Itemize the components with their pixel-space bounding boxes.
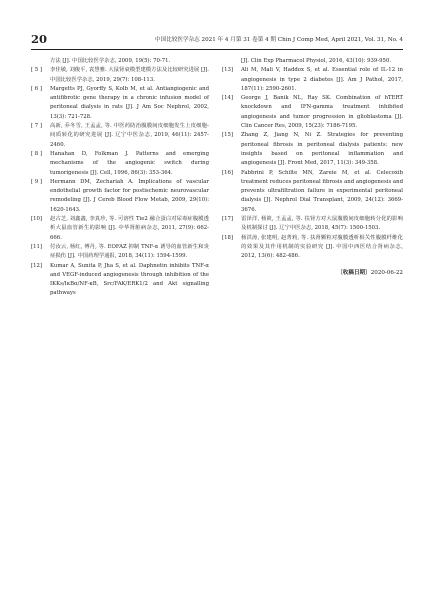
reference-text: 高新, 乔冬雪, 王孟孟, 等. 中医药防治腹膜间皮细胞发生上皮细胞-间质转化的研究进展 [J]. 辽宁中医杂志, 2019, 46(11): 2457-2460. [50, 123, 209, 148]
reference-item [31, 262, 209, 299]
reference-item [31, 122, 209, 150]
reference-item [31, 150, 209, 178]
reference-text: Hermann DM, Zechariah A. Implications of vascular endothelial growth factor for postischemic neurovascular remodeling [J]. J Cereb Blood Flow Metab, 2009, 29(10): 1620-1643. [50, 178, 209, 213]
reference-text: Hanahan D, Folkman J. Patterns and emerging mechanisms of the angiogenic switch during tumorigenesis [J]. Cell, 1996, 86(3): 353-364. [50, 150, 209, 176]
reference-number: [ 8 ] [31, 150, 42, 157]
reference-number: [10] [31, 216, 42, 223]
reference-item [222, 234, 403, 262]
reference-number: [18] [222, 234, 233, 241]
reference-text: 雷泽洋, 杨筱, 王孟孟, 等. 扶肾方对大鼠腹膜间皮细胞转分化的影响及机制探讨 [J]. 辽宁中医杂志, 2018, 45(7): 1500-1503. [241, 216, 403, 232]
reference-text: 赵古芝, 刘鑫鑫, 李真珍, 等. 可溶性 Tie2 融合蛋白对尿毒症腹膜透析大鼠血管新生的影响 [J]. 中华肾脏病杂志, 2011, 27(9): 662-666. [50, 216, 209, 241]
references-left-column [31, 57, 209, 299]
page-number: 20 [31, 32, 48, 46]
reference-list-left [31, 66, 209, 298]
header-rule [31, 49, 403, 50]
received-date [222, 269, 403, 278]
reference-item [222, 215, 403, 234]
reference-number: [15] [222, 132, 233, 139]
reference-number: [12] [31, 262, 42, 269]
reference-number: [13] [222, 67, 233, 74]
reference-text: 李佳敏, 刘俊平, 袁慧雅. 大鼠肾衰模型建模方法及比较研究进展 [J]. 中国比较医学杂志, 2019, 29(7): 108-113. [50, 67, 209, 83]
reference-item [222, 169, 403, 215]
reference-number: [17] [222, 216, 233, 223]
reference-number: [ 5 ] [31, 67, 42, 74]
reference-item [31, 178, 209, 215]
reference-item [31, 243, 209, 262]
reference-number: [ 7 ] [31, 123, 42, 130]
reference-item [31, 215, 209, 243]
reference-number: [14] [222, 95, 233, 102]
received-date-label: 〔收稿日期〕 [337, 269, 371, 276]
reference-number: [11] [31, 243, 42, 250]
references-right-column [222, 57, 403, 278]
reference-text: Kumar A, Sunita P, Jha S, et al. Daphnetin inhibits TNF-α and VEGF-induced angiogenesis through inhibition of the IKKs/IκBα/NF-κB, Src/FAK/ERK1/2 and Akt signalling pathways [50, 262, 209, 297]
reference-text: Fabbrini P, Schilte MN, Zareie M, et al. Celecoxib treatment reduces peritoneal fibrosis and angiogenesis and prevents ultrafiltration failure in experimental peritoneal dialysis [J]. Nephrol Dial Transplant, 2009, 24(12): 3669-3676. [241, 169, 403, 213]
reference-item [222, 66, 403, 94]
reference-text: Margetts PJ, Gyorffy S, Kolb M, et al. Antiangiogenic and antifibrotic gene therapy in a chronic infusion model of peritoneal dialysis in rats [J]. J Am Soc Nephrol, 2002, 13(3): 721-728. [50, 85, 209, 120]
reference-number: [ 9 ] [31, 178, 42, 185]
reference-text: Zhang Z, Jiang N, Ni Z. Strategies for preventing peritoneal fibrosis in peritoneal dialysis patients: new insights based on peritoneal inflammation and angiogenesis [J]. Front Med, 2017, 11(3): 349-358. [241, 132, 403, 167]
reference-text: George J, Banik NL, Ray SK. Combination of hTERT knockdown and IFN-gamma treatment inhibited angiogenesis and tumor progression in glioblastoma [J]. Clin Cancer Res, 2009, 15(23): 7186-7195. [241, 95, 403, 130]
journal-citation-line: 中国比较医学杂志 2021 年 4 月第 31 卷第 4 期 Chin J Comp Med, April 2021, Vol. 31, No. 4 [155, 37, 403, 43]
reference-text: Ali M, Mali V, Haddox S, et al. Essential role of IL-12 in angiogenesis in type 2 diabetes [J]. Am J Pathol, 2017, 187(11): 2590-2601. [241, 67, 403, 92]
reference-text: 杨洪涛, 张建明, 赵菁莉, 等. 扶肾颗粒对腹膜透析相关性腹膜纤维化的效果及其作用机制的实验研究 [J]. 中国中西医结合肾病杂志, 2012, 13(6): 482-486. [241, 234, 403, 260]
reference-item [31, 66, 209, 85]
reference-continuation: [J]. Clin Exp Pharmacol Physiol, 2016, 43(10): 939-950. [241, 58, 392, 64]
reference-item [222, 131, 403, 168]
reference-item [222, 94, 403, 131]
reference-list-right [222, 66, 403, 261]
reference-item [31, 85, 209, 122]
received-date-value: 2020-06-22 [370, 269, 403, 276]
reference-number: [ 6 ] [31, 85, 42, 92]
reference-number: [16] [222, 169, 233, 176]
running-header [31, 32, 403, 48]
reference-text: 付汝云, 杨红, 傅丹, 等. EOFAZ 抑制 TNF-α 诱导的血管新生和炎症损伤 [J]. 中国药理学通报, 2018, 34(11): 1594-1599. [50, 243, 209, 260]
reference-continuation: 方法 [J]. 中国比较医学杂志, 2009, 19(5): 70-71. [50, 58, 171, 64]
